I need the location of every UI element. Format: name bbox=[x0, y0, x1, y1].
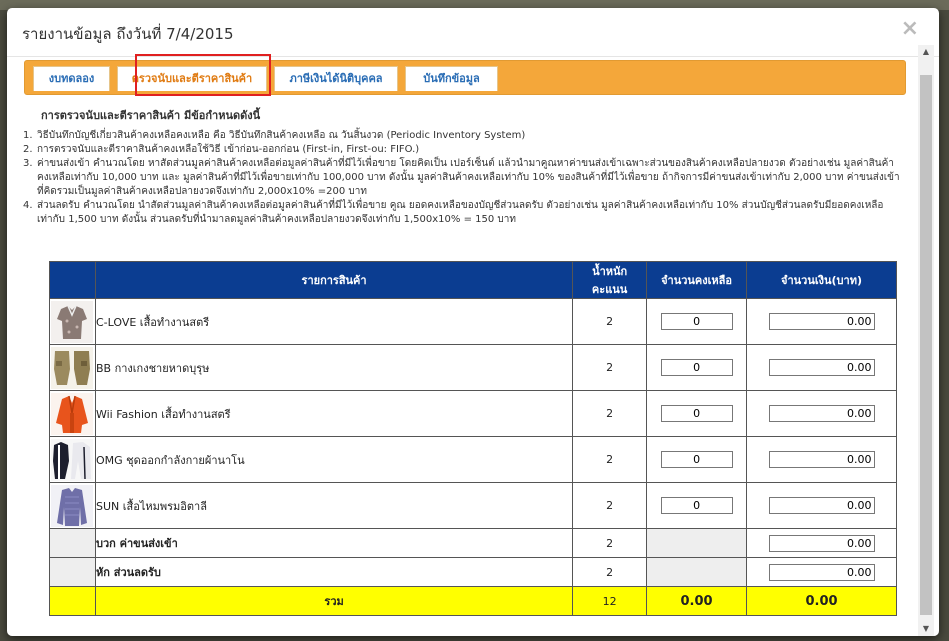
rules-list bbox=[23, 129, 903, 227]
qty-input[interactable] bbox=[661, 497, 733, 514]
item-weight: 2 bbox=[573, 437, 647, 483]
amount-input[interactable] bbox=[769, 405, 875, 422]
modal-title: รายงานข้อมูล ถึงวันที่ 7/4/2015 bbox=[22, 25, 234, 43]
tracksuit-image bbox=[50, 437, 96, 483]
item-name: BB กางเกงชายหาดบุรุษ bbox=[95, 345, 572, 391]
item-name: SUN เสื้อไหมพรมอิตาลี bbox=[95, 483, 572, 529]
total-amount: 0.00 bbox=[747, 587, 897, 616]
total-qty: 0.00 bbox=[647, 587, 747, 616]
qty-input[interactable] bbox=[661, 405, 733, 422]
item-name: OMG ชุดออกกำลังกายผ้านาโน bbox=[95, 437, 572, 483]
item-weight: 2 bbox=[573, 299, 647, 345]
header-item: รายการสินค้า bbox=[95, 262, 572, 299]
tab-trial-balance[interactable]: งบทดลอง bbox=[33, 66, 110, 91]
item-weight: 2 bbox=[573, 345, 647, 391]
table-row bbox=[50, 483, 897, 529]
header-amount: จำนวนเงิน(บาท) bbox=[747, 262, 897, 299]
amount-input[interactable] bbox=[769, 359, 875, 376]
report-modal bbox=[7, 8, 939, 636]
tab-inventory-count[interactable]: ตรวจนับและตีราคาสินค้า bbox=[117, 66, 267, 91]
inventory-table bbox=[49, 261, 897, 616]
freight-in-label: บวก ค่าขนส่งเข้า bbox=[95, 529, 572, 558]
freight-in-weight: 2 bbox=[573, 529, 647, 558]
qty-input[interactable] bbox=[661, 313, 733, 330]
sweater-image bbox=[50, 483, 96, 529]
scroll-down-icon[interactable]: ▼ bbox=[922, 624, 930, 633]
freight-in-row bbox=[50, 529, 897, 558]
rule-item: 2. การตรวจนับและตีราคาสินค้าคงเหลือใช้วิธี เข้าก่อน-ออกก่อน (First-in, First-ou: FIFO.) bbox=[23, 144, 420, 155]
total-weight: 12 bbox=[573, 587, 647, 616]
table-header-row bbox=[50, 262, 897, 299]
table-row bbox=[50, 345, 897, 391]
inventory-content bbox=[19, 96, 909, 631]
amount-input[interactable] bbox=[769, 497, 875, 514]
total-label: รวม bbox=[95, 587, 572, 616]
discount-label: หัก ส่วนลดรับ bbox=[95, 558, 572, 587]
shirt-image bbox=[50, 299, 96, 345]
scroll-thumb[interactable] bbox=[920, 75, 932, 615]
amount-input[interactable] bbox=[769, 451, 875, 468]
discount-row bbox=[50, 558, 897, 587]
active-tab-highlight bbox=[135, 54, 271, 96]
rule-item: 1. วิธีบันทึกบัญชีเกี่ยวสินค้าคงเหลือคงเหลือ คือ วิธีบันทึกสินค้าคงเหลือ ณ วันสิ้นงวด (Periodic Inventory System) bbox=[23, 130, 526, 141]
header-weight: น้ำหนัก คะแนน bbox=[573, 262, 647, 299]
rule-item: 4. ส่วนลดรับ คำนวณโดย นำสัดส่วนมูลค่าสินค้าคงเหลือต่อมูลค่าสินค้าที่มีไว้เพื่อขาย คูณ ยอดคงเหลือของบัญชีส่วนลดรับ ตัวอย่างเช่น มูลค่าสินค้าคงเหลือเท่ากับ 10% ส่วนบัญชีส่วนลดรับมียอดคงเหลือเท่ากับ 1,500 บาท ดังนั้น ส่วนลดรับที่นำมาลดมูลค่าสินค้าคงเหลือปลายงวดจึงเท่ากับ 1,500x10% = 150 บาท bbox=[23, 200, 884, 225]
tab-corporate-tax[interactable]: ภาษีเงินได้นิติบุคคล bbox=[274, 66, 398, 91]
total-row bbox=[50, 587, 897, 616]
rule-item: 3. ค่าขนส่งเข้า คำนวณโดย หาสัดส่วนมูลค่าสินค้าคงเหลือต่อมูลค่าสินค้าที่มีไว้เพื่อขาย โดยคิดเป็น เปอร์เซ็นต์ แล้วนำมาคูณหาค่าขนส่งเข้าเฉพาะส่วนของสินค้าคงเหลือปลายงวด ตัวอย่างเช่น มูลค่าสินค้าคงเหลือเท่ากับ 10,000 บาท และ มูลค่าสินค้าที่มีไว้เพื่อขายเท่ากับ 100,000 บาท ดังนั้น มูลค่าสินค้าคงเหลือเท่ากับ 10% ของสินค้าที่มีไว้เพื่อขาย ถ้ากิจการมีค่าขนส่งเข้าเท่ากับ 2,000 บาท ค่าขนส่งเข้าที่คิดรวมเป็นมูลค่าสินค้าคงเหลือปลายงวดจึงเท่ากับ 2,000x10% =200 บาท bbox=[23, 158, 900, 197]
discount-input[interactable] bbox=[769, 564, 875, 581]
scroll-up-icon[interactable]: ▲ bbox=[922, 47, 930, 56]
table-row bbox=[50, 437, 897, 483]
item-name: C-LOVE เสื้อทำงานสตรี bbox=[95, 299, 572, 345]
item-name: Wii Fashion เสื้อทำงานสตรี bbox=[95, 391, 572, 437]
tab-save-data[interactable]: บันทึกข้อมูล bbox=[405, 66, 498, 91]
header-image bbox=[50, 262, 96, 299]
discount-weight: 2 bbox=[573, 558, 647, 587]
qty-input[interactable] bbox=[661, 451, 733, 468]
header-qty: จำนวนคงเหลือ bbox=[647, 262, 747, 299]
item-weight: 2 bbox=[573, 391, 647, 437]
table-row bbox=[50, 391, 897, 437]
item-weight: 2 bbox=[573, 483, 647, 529]
qty-input[interactable] bbox=[661, 359, 733, 376]
orange-jacket-image bbox=[50, 391, 96, 437]
amount-input[interactable] bbox=[769, 313, 875, 330]
shorts-image bbox=[50, 345, 96, 391]
table-row bbox=[50, 299, 897, 345]
section-heading: การตรวจนับและตีราคาสินค้า มีข้อกำหนดดังนี้ bbox=[41, 109, 261, 122]
vertical-scrollbar[interactable] bbox=[918, 45, 934, 636]
close-icon[interactable]: × bbox=[900, 16, 919, 41]
freight-in-input[interactable] bbox=[769, 535, 875, 552]
